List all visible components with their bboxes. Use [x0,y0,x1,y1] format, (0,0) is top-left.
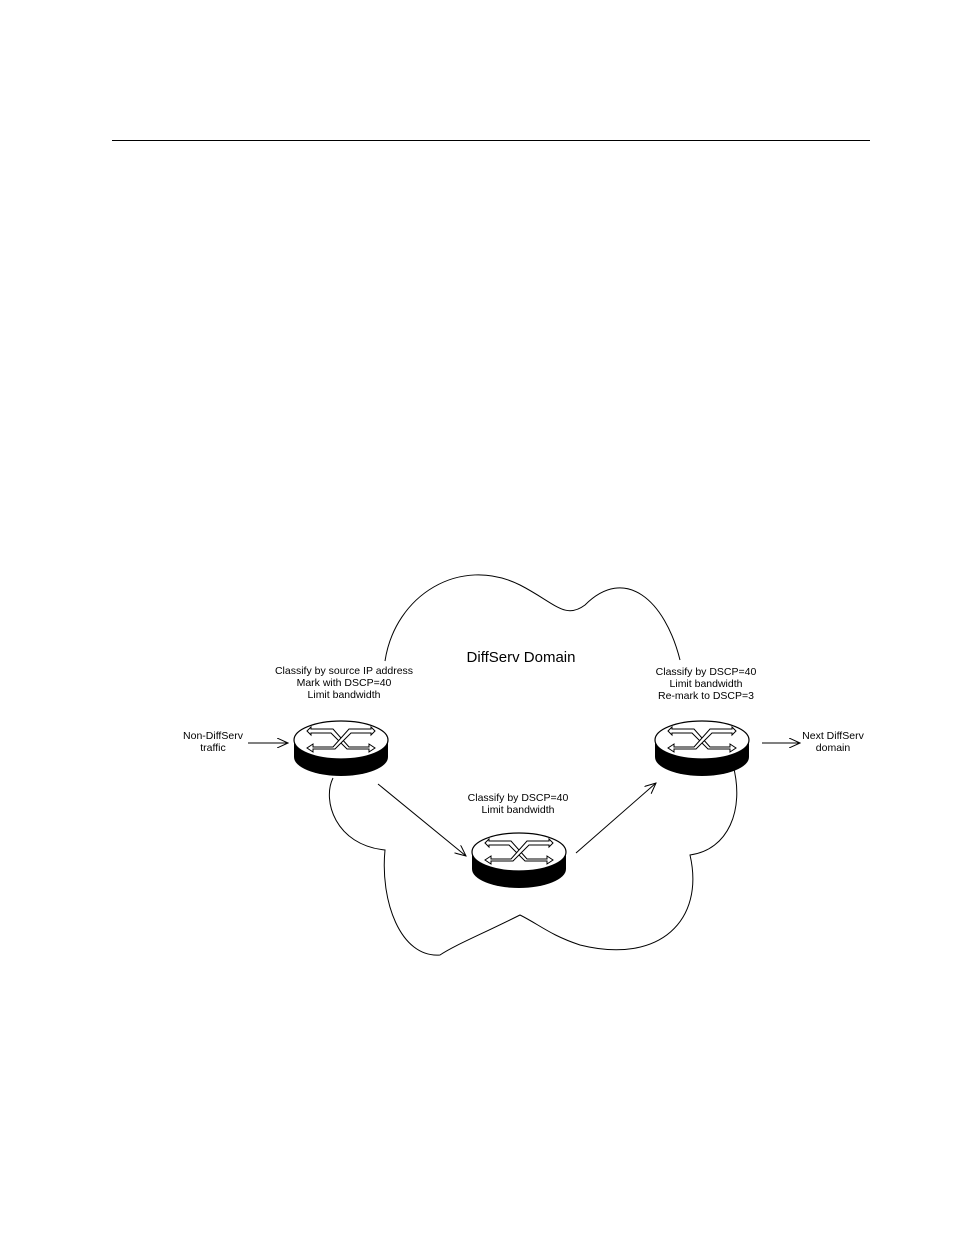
core-router-icon [472,833,566,888]
output-label-1: Next DiffServ [802,730,864,742]
egress-label-1: Classify by DSCP=40 [655,666,757,678]
core-label-1: Classify by DSCP=40 [467,792,569,804]
egress-label-3: Re-mark to DSCP=3 [658,690,754,702]
egress-label-2: Limit bandwidth [669,678,743,690]
ingress-label-1: Classify by source IP address [274,665,414,677]
diagram-title: DiffServ Domain [466,649,576,666]
egress-router-icon [655,721,749,776]
input-label-2: traffic [200,742,226,754]
core-to-egress-arrow [576,783,656,853]
ingress-label-2: Mark with DSCP=40 [296,677,392,689]
output-label-2: domain [815,742,851,754]
core-label-2: Limit bandwidth [481,804,555,816]
input-label-1: Non-DiffServ [183,730,243,742]
ingress-to-core-arrow [378,784,466,856]
ingress-label-3: Limit bandwidth [307,689,381,701]
ingress-router-icon [294,721,388,776]
